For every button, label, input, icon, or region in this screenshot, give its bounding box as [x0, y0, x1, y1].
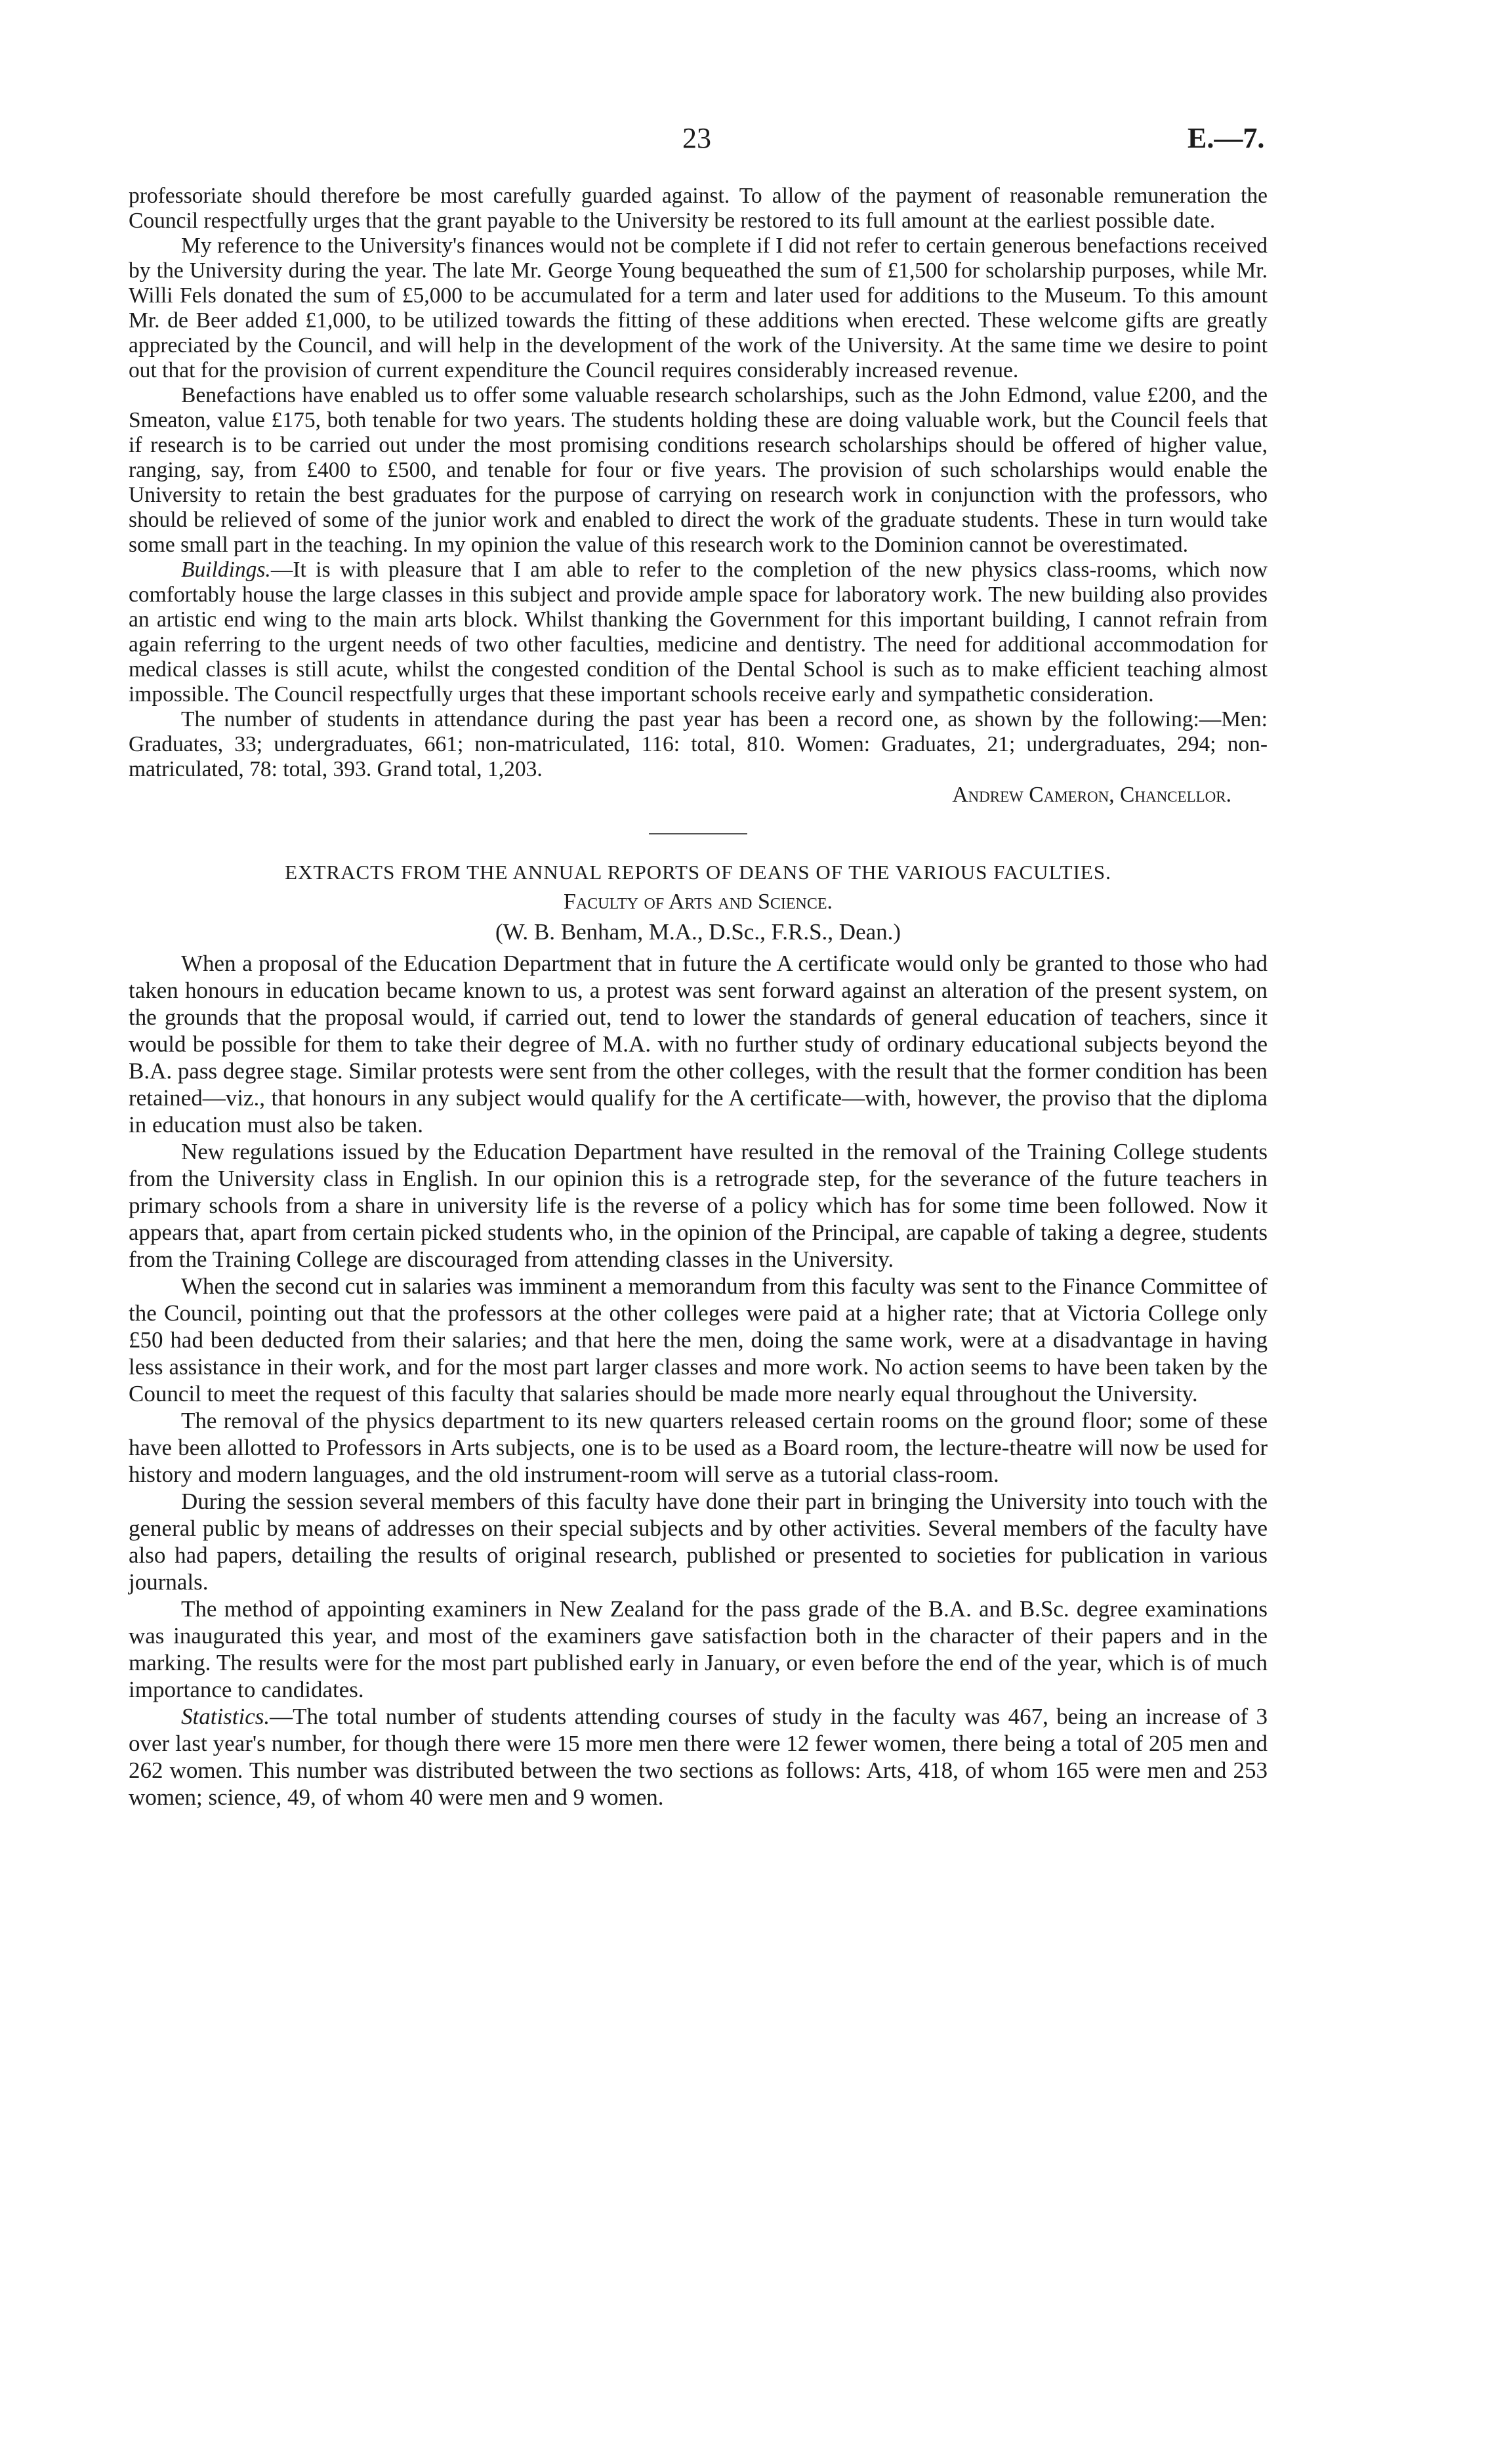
report-paragraph: My reference to the University's finances would not be complete if I did not refer to certain generous benefactions received by the University during the year. The late Mr. George Young bequeathed the sum of £1,500 for scholarship purposes, while Mr. Willi Fels donated the sum of £5,000 to be accumulated for a term and later used for additions to the Museum. To this amount Mr. de Beer added £1,000, to be utilized towards the fitting of these additions when erected. These welcome gifts are greatly appreciated by the Council, and will help in the development of the work of the University. At the same time we desire to point out that for the provision of current expenditure the Council requires considerably increased revenue. [129, 234, 1268, 382]
report-paragraph: Benefactions have enabled us to offer some valuable research scholarships, such as the John Edmond, value £200, and the Smeaton, value £175, both tenable for two years. The students holding these are doing valuable work, but the Council feels that if research is to be carried out under the most promising conditions research scholarships should be offered of higher value, ranging, say, from £400 to £500, and tenable for four or five years. The provision of such scholarships would enable the University to retain the best graduates for the purpose of carrying on research work in conjunction with the professors, who should be relieved of some of the junior work and enabled to direct the work of the graduate students. These in turn would take some small part in the teaching. In my opinion the value of this research work to the Dominion cannot be overestimated. [129, 383, 1268, 557]
buildings-text: —It is with pleasure that I am able to refer to the completion of the new physics class-rooms, which now comfortably house the large classes in this subject and provide ample space for laboratory work. The new building also provides an artistic end wing to the main arts block. Whilst thanking the Government for this important building, I cannot refrain from again referring to the urgent needs of two other faculties, medicine and dentistry. The need for additional accommodation for medical classes is still acute, whilst the congested condition of the Dental School is such as to make efficient teaching almost impossible. The Council respectfully urges that these important schools receive early and sympathetic consideration. [129, 558, 1268, 707]
document-code: E.—7. [1188, 122, 1265, 154]
dean-line: (W. B. Benham, M.A., D.Sc., F.R.S., Dean.) [495, 919, 901, 945]
attendance-paragraph: The number of students in attendance during the past year has been a record one, as shown by the following:—Men: Graduates, 33; undergraduates, 661; non-matriculated, 116: total, 810. Women: Graduates, 21; undergraduates, 294; non-matriculated, 78: total, 393. Grand total, 1,203. [129, 707, 1268, 781]
faculty-paragraph: The method of appointing examiners in New Zealand for the pass grade of the B.A. and B.Sc. degree examinations was inaugurated this year, and most of the examiners gave satisfaction both in the character of their papers and in the marking. The results were for the most part published early in January, or even before the end of the year, which is of much importance to candidates. [129, 1596, 1268, 1702]
buildings-label: Buildings. [181, 558, 271, 582]
faculty-paragraph: When a proposal of the Education Department that in future the A certificate would only be granted to those who had taken honours in education became known to us, a protest was sent forward against an alteration of the present system, on the grounds that the proposal would, if carried out, tend to lower the standards of general education of teachers, since it would be possible for them to take their degree of M.A. with no further study of ordinary educational subjects beyond the B.A. pass degree stage. Similar protests were sent from the other colleges, with the result that the former condition has been retained—viz., that honours in any subject would qualify for the A certificate—with, however, the proviso that the diploma in education must also be taken. [129, 951, 1268, 1138]
faculty-paragraph: When the second cut in salaries was imminent a memorandum from this faculty was sent to the Finance Committee of the Council, pointing out that the professors at the other colleges were paid at a higher rate; that at Victoria College only £50 had been deducted from their salaries; and that here the men, doing the same work, were at a disadvantage in having less assistance in their work, and for the most part larger classes and more work. No action seems to have been taken by the Council to meet the request of this faculty that salaries should be made more nearly equal throughout the University. [129, 1273, 1268, 1407]
statistics-paragraph [129, 1703, 1268, 1811]
statistics-text: —The total number of students attending courses of study in the faculty was 467, being an increase of 3 over last year's number, for though there were 15 more men there were 12 fewer women, there being a total of 205 men and 262 women. This number was distributed between the two sections as follows: Arts, 418, of whom 165 were men and 253 women; science, 49, of whom 40 were men and 9 women. [129, 1704, 1268, 1810]
chancellor-report [129, 184, 1268, 1811]
page-number: 23 [682, 122, 711, 154]
extracts-title: EXTRACTS FROM THE ANNUAL REPORTS OF DEANS OF THE VARIOUS FACULTIES. [285, 861, 1111, 884]
page-header [0, 121, 1488, 161]
statistics-label: Statistics. [181, 1704, 270, 1729]
report-paragraph: professoriate should therefore be most carefully guarded against. To allow of the payment of reasonable remuneration the Council respectfully urges that the grant payable to the University be restored to its full amount at the earliest possible date. [129, 184, 1268, 233]
chancellor-signature: Andrew Cameron, Chancellor. [952, 783, 1231, 807]
faculty-paragraph: New regulations issued by the Education Department have resulted in the removal of the Training College students from the University class in English. In our opinion this is a retrograde step, for the severance of the future teachers in primary schools from a share in university life is the reverse of a policy which has for some time been followed. Now it appears that, apart from certain picked students who, in the opinion of the Principal, are capable of taking a degree, students from the Training College are discouraged from attending classes in the University. [129, 1139, 1268, 1272]
faculty-paragraph: The removal of the physics department to its new quarters released certain rooms on the ground floor; some of these have been allotted to Professors in Arts subjects, one is to be used as a Board room, the lecture-theatre will now be used for history and modern languages, and the old instrument-room will serve as a tutorial class-room. [129, 1408, 1268, 1487]
faculty-heading: Faculty of Arts and Science. [563, 890, 833, 914]
section-divider [649, 833, 747, 834]
buildings-paragraph [129, 558, 1268, 707]
faculty-paragraph: During the session several members of this faculty have done their part in bringing the University into touch with the general public by means of addresses on their special subjects and by other activities. Several members of the faculty have also had papers, detailing the results of original research, published or presented to societies for publication in various journals. [129, 1489, 1268, 1595]
